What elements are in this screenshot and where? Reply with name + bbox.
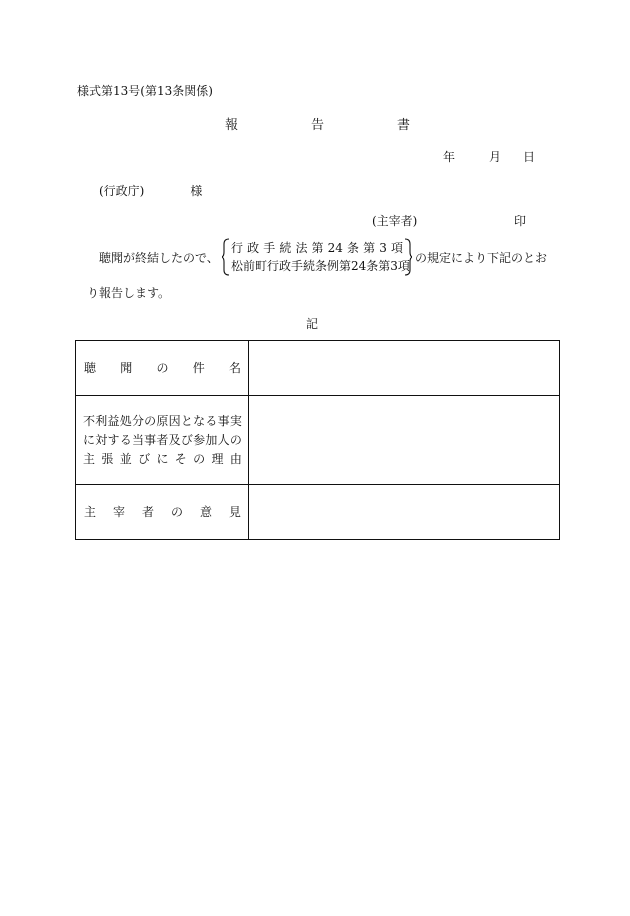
hearing-subject-label: 聴 聞 の 件 名 — [76, 341, 249, 396]
date-line — [443, 151, 535, 163]
legal-basis-law: 行 政 手 続 法 第 24 条 第 3 項 — [231, 241, 403, 255]
addressee-line — [99, 185, 202, 197]
presider-opinion-field[interactable] — [249, 485, 560, 540]
title-char: 書 — [396, 118, 410, 133]
seal-mark: 印 — [514, 214, 527, 228]
report-table — [75, 340, 560, 540]
document-title — [225, 119, 410, 132]
title-char: 告 — [310, 118, 324, 133]
date-month-label: 月 — [489, 150, 502, 164]
body-tail-text: の規定により下記のとお — [415, 251, 548, 265]
hearing-subject-field[interactable] — [249, 341, 560, 396]
form-number: 様式第13号(第13条関係) — [77, 84, 213, 98]
legal-basis-bracket — [222, 238, 412, 276]
presider-opinion-label: 主 宰 者 の 意 見 — [76, 485, 249, 540]
table-row — [76, 485, 560, 540]
title-char: 報 — [225, 118, 239, 133]
addressee-office: (行政庁) — [99, 184, 145, 198]
body-lead-text: 聴聞が終結したので、 — [99, 251, 219, 265]
table-row — [76, 341, 560, 396]
grounds-label — [76, 396, 249, 485]
table-row — [76, 396, 560, 485]
grounds-label-line: 不 利 益 処 分 の 原 因 と な る 事 実 — [83, 413, 242, 428]
legal-basis-ordinance: 松前町行政手続条例第24条第3項 — [231, 259, 410, 273]
presider-label: (主宰者) — [372, 214, 418, 228]
addressee-honorific: 様 — [190, 184, 203, 198]
ki-heading: 記 — [306, 317, 319, 331]
grounds-label-line: 主 張 並 び に そ の 理 由 — [83, 451, 242, 466]
grounds-field[interactable] — [249, 396, 560, 485]
date-day-label: 日 — [523, 150, 536, 164]
grounds-label-line: に 対 す る 当 事 者 及 び 参 加 人 の — [83, 432, 242, 447]
date-year-label: 年 — [443, 150, 456, 164]
body-second-line: り報告します。 — [87, 286, 171, 300]
